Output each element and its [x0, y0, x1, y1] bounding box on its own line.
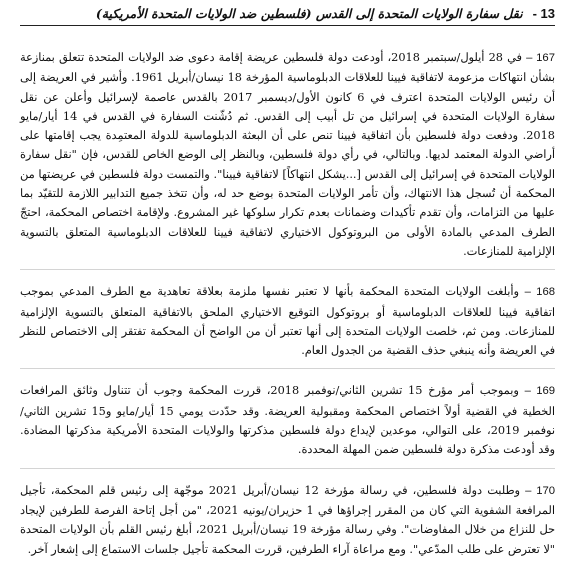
- paragraph-number: 170 –: [525, 484, 556, 497]
- paragraph-168: [20, 282, 555, 369]
- paragraph-167: [20, 48, 555, 270]
- paragraph-170: [20, 481, 555, 567]
- section-header: [20, 0, 555, 26]
- section-title: نقل سفارة الولايات المتحدة إلى القدس (فلسطين ضد الولايات المتحدة الأمريكية): [95, 6, 523, 21]
- paragraph-text: في 28 أيلول/سبتمبر 2018، أودعت دولة فلسطين عريضة إقامة دعوى ضد الولايات المتحدة تتعلق بمنازعة بشأن انتهاكات مزعومة لاتفاقية فيينا للعلاقات الدبلوماسية المؤرخة 18 نيسان/أبريل 1961. وأشير في العريضة إلى أن رئيس الولايات المتحدة اعترف في 6 كانون الأول/ديسمبر 2017 بالقدس عاصمة لإسرائيل وأعلن عن نقل سفارة الولايات المتحدة في إسرائيل من تل أبيب إلى القدس. ثم دُشّنت السفارة في القدس في 14 أيار/مايو 2018. ودفعت دولة فلسطين بأن اتفاقية فيينا تنص على أن البعثة الدبلوماسية للدولة المعتمِدة يجب إقامتها على أراضي الدولة المعتمد لديها. وبالتالي، في رأي دولة فلسطين، وبالنظر إلى الوضع الخاص للقدس، فإن "نقل سفارة الولايات المتحدة في إسرائيل إلى القدس [...يشكل انتهاكاً] لاتفاقية فيينا". والتمست دولة فلسطين في عريضتها من المحكمة أن تُسجل هذا الانتهاك، وأن تأمر الولايات المتحدة بوضع حد له، وأن تتخذ جميع التدابير اللازمة للتقيّد بما عليها من التزامات، وأن تقدم تأكيدات وضمانات بعدم تكرار سلوكها غير المشروع. ولإقامة اختصاص المحكمة، احتجّ الطرف المدعي بالمادة الأولى من البروتوكول الاختياري لاتفاقية فيينا للعلاقات الدبلوماسية المتعلق بالتسوية الإلزامية للمنازعات.: [20, 51, 556, 258]
- paragraph-number: 168 –: [524, 286, 556, 299]
- paragraph-text: وطلبت دولة فلسطين، في رسالة مؤرخة 12 نيسان/أبريل 2021 موجّهة إلى رئيس قلم المحكمة، تأجيل المرافعة الشفوية التي كان من المقرر إجراؤها في 1 حزيران/يونيه 2021، "من أجل إتاحة الفرصة للطرفين لإيجاد حل للنزاع من خلال المفاوضات". وفي رسالة مؤرخة 19 نيسان/أبريل 2021، أبلغ رئيس القلم بأن الولايات المتحدة "لا تعترض على طلب المدّعي". ومع مراعاة آراء الطرفين، قررت المحكمة تأجيل جلسات الاستماع إلى إشعار آخر.: [20, 483, 555, 556]
- paragraph-text: وبموجب أمر مؤرخ 15 تشرين الثاني/نوفمبر 2018، قررت المحكمة وجوب أن تتناول وثائق المرافعات الخطية في القضية أولاً اختصاص المحكمة ومقبولية العريضة. وقد حدّدت يومي 15 أيار/مايو و15 تشرين الثاني/نوفمبر 2019، على التوالي، موعدين لإيداع دولة فلسطين مذكرتها والولايات المتحدة الأمريكية مذكرتها المضادة. وقد أودعت مذكرة دولة فلسطين ضمن المهلة المحددة.: [20, 384, 555, 457]
- paragraph-list: [20, 48, 555, 567]
- paragraph-number: 167 –: [526, 52, 555, 64]
- paragraph-text: وأبلغت الولايات المتحدة المحكمة بأنها لا تعتبر نفسها ملزمة بعلاقة تعاهدية مع الطرف المدعي بموجب اتفاقية فيينا للعلاقات الدبلوماسية أو بروتوكول التوقيع الاختياري الملحق بالاتفاقية المتعلق بالتسوية الإلزامية للمنازعات. ومن ثم، خلصت الولايات المتحدة إلى أنها تعتبر أن من الواضح أن المحكمة تفتقر إلى الاختصاص للنظر في العريضة وأنه ينبغي حذف القضية من الجدول العام.: [20, 285, 555, 358]
- section-number: 13 -: [532, 6, 555, 21]
- paragraph-169: [20, 381, 555, 468]
- paragraph-number: 169 –: [524, 385, 556, 398]
